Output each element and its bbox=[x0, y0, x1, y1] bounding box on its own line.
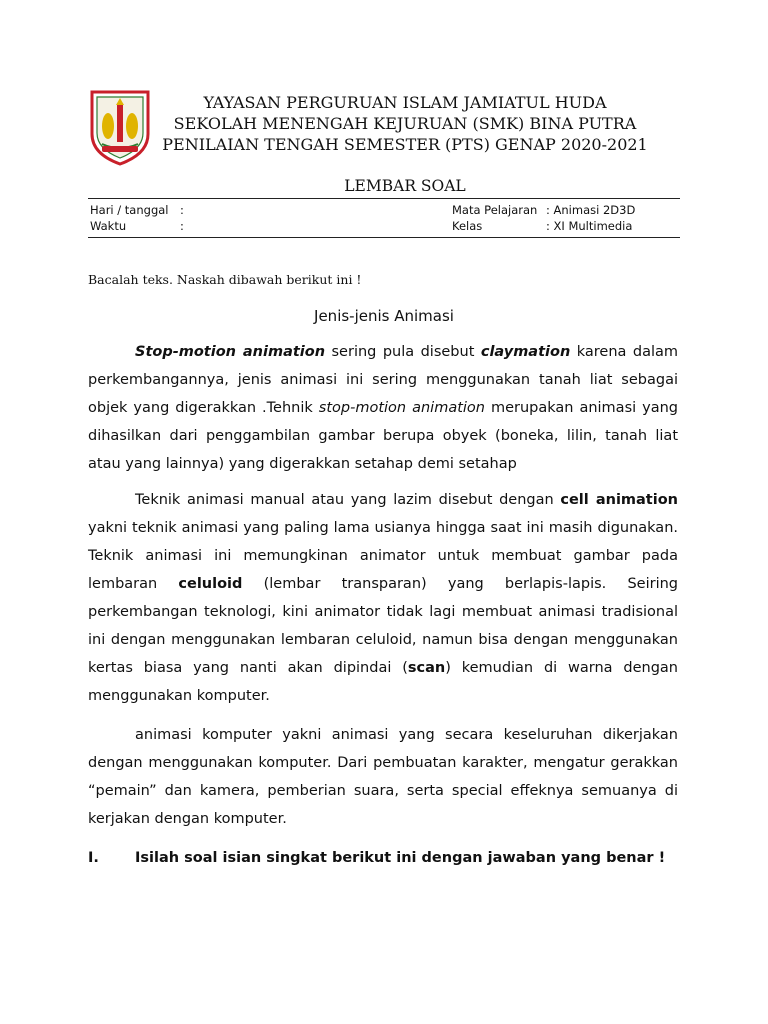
subject-value: : Animasi 2D3D bbox=[546, 203, 636, 217]
day-label: Hari / tanggal bbox=[90, 203, 169, 217]
term-scan: scan bbox=[407, 660, 446, 676]
paragraph-text: Teknik animasi manual atau yang lazim disebut dengan bbox=[135, 492, 561, 508]
paragraph-text: yakni teknik animasi yang paling lama usianya hingga saat ini masih digunakan. Teknik animasi ini memungkinan animator untuk membuat gambar pada lembaran bbox=[88, 520, 678, 592]
text-title: Jenis-jenis Animasi bbox=[314, 307, 454, 325]
time-label: Waktu bbox=[90, 219, 127, 233]
paragraph-stop-motion bbox=[88, 338, 678, 478]
exam-info-table bbox=[88, 198, 680, 238]
time-colon: : bbox=[180, 219, 184, 233]
exam-name: PENILAIAN TENGAH SEMESTER (PTS) GENAP 2020-2021 bbox=[162, 135, 648, 154]
term-stop-motion: Stop-motion animation bbox=[135, 344, 326, 360]
day-colon: : bbox=[180, 203, 184, 217]
paragraph-cell-animation bbox=[88, 486, 678, 710]
paragraph-computer-animation: animasi komputer yakni animasi yang secara keseluruhan dikerjakan dengan menggunakan komputer. Dari pembuatan karakter, mengatur gerakkan “pemain” dan kamera, pemberian suara, serta special effeknya semuanya di kerjakan dengan komputer. bbox=[88, 727, 678, 827]
term-claymation: claymation bbox=[480, 344, 571, 360]
question-number: I. bbox=[88, 850, 99, 866]
paragraph-text: ) kemudian di warna dengan menggunakan komputer. bbox=[88, 660, 678, 704]
letterhead bbox=[160, 92, 650, 155]
paragraph-text: karena dalam perkembangannya, jenis animasi ini sering menggunakan tanah liat sebagai objek yang digerakkan .Tehnik bbox=[88, 344, 678, 416]
school-name: SEKOLAH MENENGAH KEJURUAN (SMK) BINA PUTRA bbox=[173, 114, 637, 133]
foundation-name: YAYASAN PERGURUAN ISLAM JAMIATUL HUDA bbox=[203, 93, 607, 112]
question-text: Isilah soal isian singkat berikut ini dengan jawaban yang benar ! bbox=[135, 850, 666, 866]
paragraph-text: (lembar transparan) yang berlapis-lapis. Seiring perkembangan teknologi, kini animator tidak lagi membuat animasi tradisional ini dengan menggunakan lembaran celuloid, namun bisa dengan menggunakan kertas biasa yang nanti akan dipindai ( bbox=[88, 576, 678, 676]
paragraph-text: merupakan animasi yang dihasilkan dari penggambilan gambar berupa obyek (boneka, lilin, tanah liat atau yang lainnya) yang digerakkan setahap demi setahap bbox=[88, 400, 678, 472]
paragraph-text: sering pula disebut bbox=[325, 344, 481, 360]
class-label: Kelas bbox=[452, 219, 483, 233]
term-cell-animation: cell animation bbox=[560, 492, 678, 508]
sheet-title: LEMBAR SOAL bbox=[344, 177, 466, 195]
term-stop-motion-italic: stop-motion animation bbox=[318, 400, 485, 416]
class-value: : XI Multimedia bbox=[546, 219, 633, 233]
subject-label: Mata Pelajaran bbox=[452, 203, 538, 217]
reading-instruction: Bacalah teks. Naskah dibawah berikut ini ! bbox=[88, 272, 362, 287]
term-celuloid: celuloid bbox=[178, 576, 243, 592]
school-emblem-icon bbox=[88, 88, 152, 166]
